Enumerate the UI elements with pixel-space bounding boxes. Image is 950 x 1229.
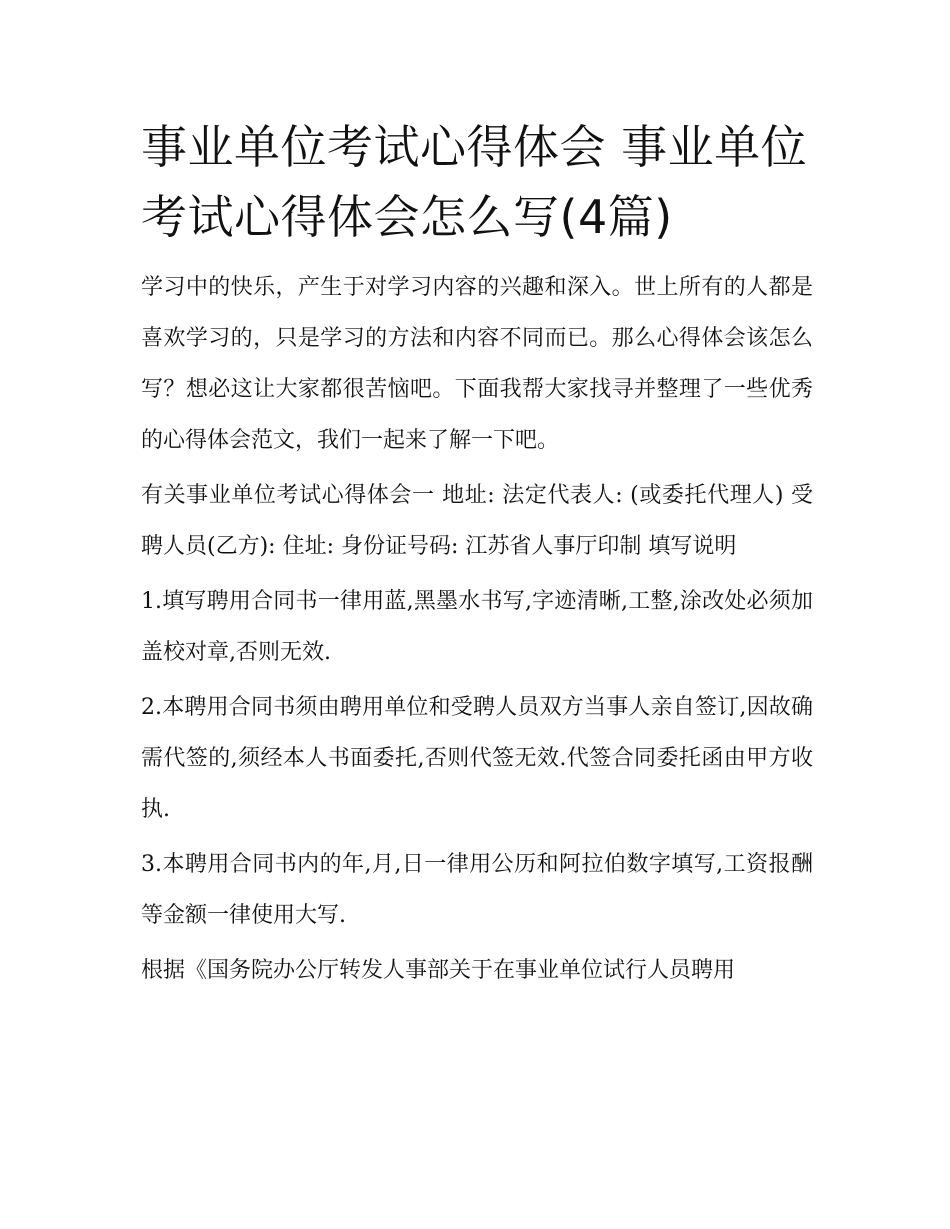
intro-paragraph: 学习中的快乐，产生于对学习内容的兴趣和深入。世上所有的人都是喜欢学习的，只是学习的方法和内容不同而已。那么心得体会该怎么写？想必这让大家都很苦恼吧。下面我帮大家找寻并整理了一些优秀的心得体会范文，我们一起来了解一下吧。: [141, 275, 813, 453]
document-title: 事业单位考试心得体会 事业单位考试心得体会怎么写(4篇): [141, 120, 808, 244]
document-page: [141, 112, 813, 1000]
instruction-item-1: 1.填写聘用合同书一律用蓝,黑墨水书写,字迹清晰,工整,涂改处必须加盖校对章,否则无效.: [141, 589, 813, 665]
instruction-item-2: 2.本聘用合同书须由聘用单位和受聘人员双方当事人亲自签订,因故确需代签的,须经本人书面委托,否则代签无效.代签合同委托函由甲方收执.: [141, 695, 813, 822]
instruction-item-3: 3.本聘用合同书内的年,月,日一律用公历和阿拉伯数字填写,工资报酬等金额一律使用大写.: [141, 852, 813, 928]
section-heading-paragraph: 有关事业单位考试心得体会一 地址: 法定代表人: (或委托代理人) 受聘人员(乙方): 住址: 身份证号码: 江苏省人事厅印制 填写说明: [141, 483, 813, 559]
legal-basis-paragraph: 根据《国务院办公厅转发人事部关于在事业单位试行人员聘用: [141, 958, 736, 983]
